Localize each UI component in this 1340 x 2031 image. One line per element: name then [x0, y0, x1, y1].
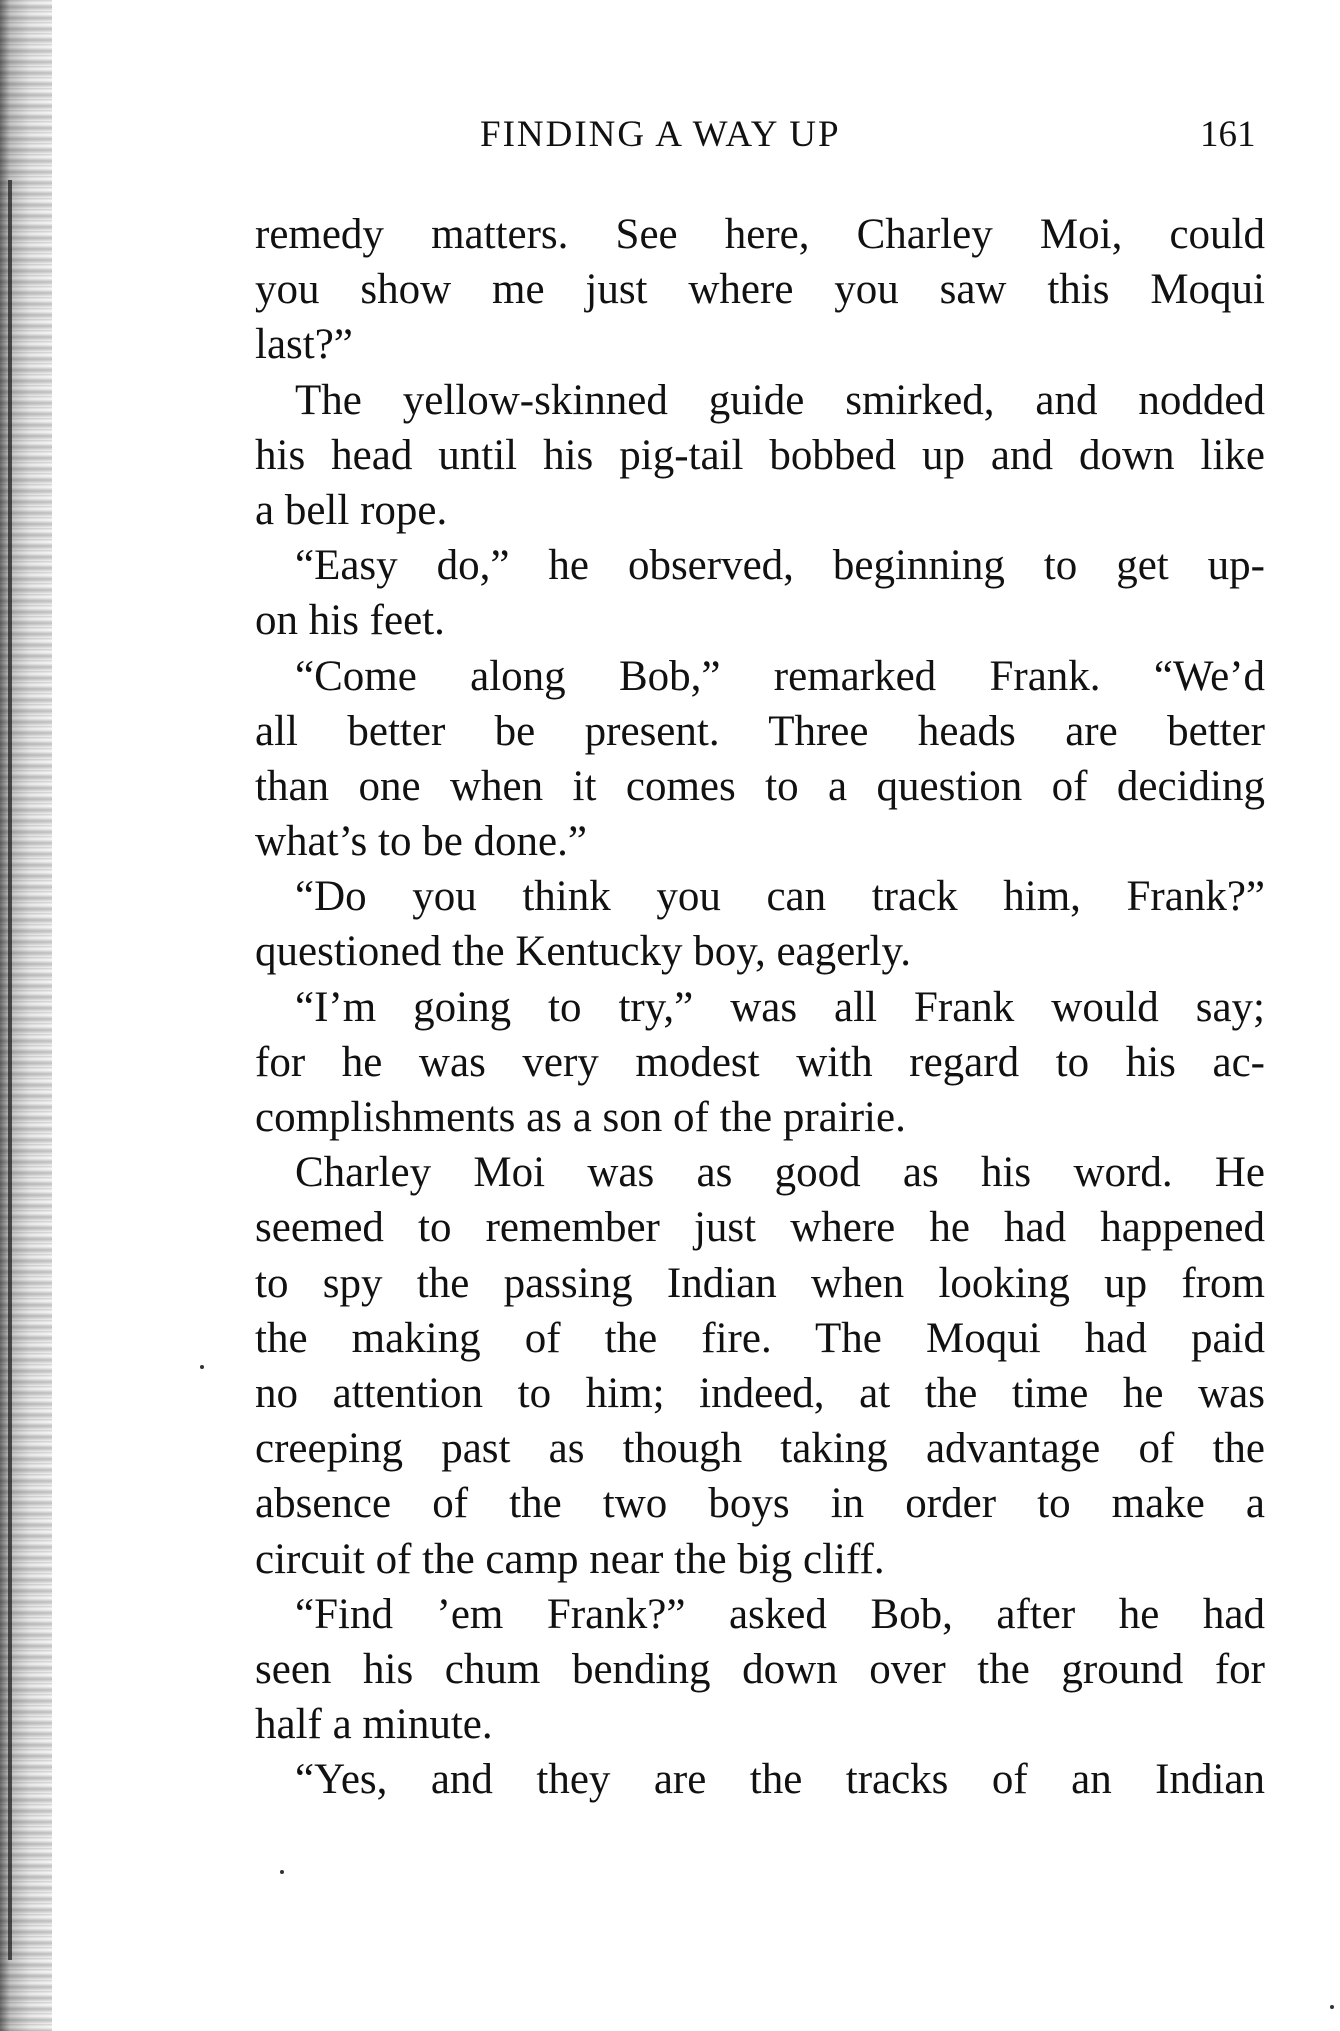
text-line: the making of the fire. The Moqui had paid [255, 1314, 1265, 1362]
text-line: no attention to him; indeed, at the time he was [255, 1369, 1265, 1417]
text-line: to spy the passing Indian when looking up from [255, 1259, 1265, 1307]
text-line: “Do you think you can track him, Frank?” [295, 873, 1265, 921]
text-line: complishments as a son of the prairie. [255, 1094, 906, 1141]
binding-edge-line [8, 180, 12, 1960]
text-line: “Easy do,” he observed, beginning to get up- [295, 542, 1265, 590]
text-line: seemed to remember just where he had happened [255, 1204, 1265, 1252]
text-line: remedy matters. See here, Charley Moi, could [255, 211, 1265, 258]
text-line: than one when it comes to a question of deciding [255, 762, 1265, 810]
scan-speck [280, 1870, 284, 1874]
text-line: “Find ’em Frank?” asked Bob, after he had [295, 1590, 1265, 1638]
text-line: half a minute. [255, 1701, 493, 1749]
text-line: The yellow-skinned guide smirked, and nodded [295, 376, 1265, 424]
scan-speck [200, 1365, 204, 1369]
text-line: on his feet. [255, 597, 445, 645]
page-number: 161 [1200, 114, 1256, 155]
text-line: last?” [255, 321, 353, 369]
text-line: “Come along Bob,” remarked Frank. “We’d [295, 652, 1265, 700]
text-line: you show me just where you saw this Moqui [255, 266, 1265, 314]
text-line: a bell rope. [255, 486, 448, 534]
text-line: all better be present. Three heads are better [255, 707, 1265, 755]
scan-speck [1330, 2005, 1334, 2009]
text-line: “Yes, and they are the tracks of an Indian [295, 1756, 1265, 1804]
text-line: Charley Moi was as good as his word. He [295, 1149, 1265, 1197]
text-line: circuit of the camp near the big cliff. [255, 1535, 885, 1583]
text-line: creeping past as though taking advantage of the [255, 1425, 1265, 1473]
text-line: seen his chum bending down over the ground for [255, 1645, 1265, 1693]
text-line: for he was very modest with regard to his ac- [255, 1038, 1265, 1086]
body-text [255, 207, 1265, 1807]
running-title: FINDING A WAY UP [480, 114, 841, 155]
text-line: absence of the two boys in order to make a [255, 1480, 1265, 1528]
text-line: “I’m going to try,” was all Frank would say; [295, 983, 1265, 1031]
text-line: what’s to be done.” [255, 818, 587, 866]
text-line: questioned the Kentucky boy, eagerly. [255, 928, 911, 976]
text-line: his head until his pig-tail bobbed up and down like [255, 431, 1265, 479]
